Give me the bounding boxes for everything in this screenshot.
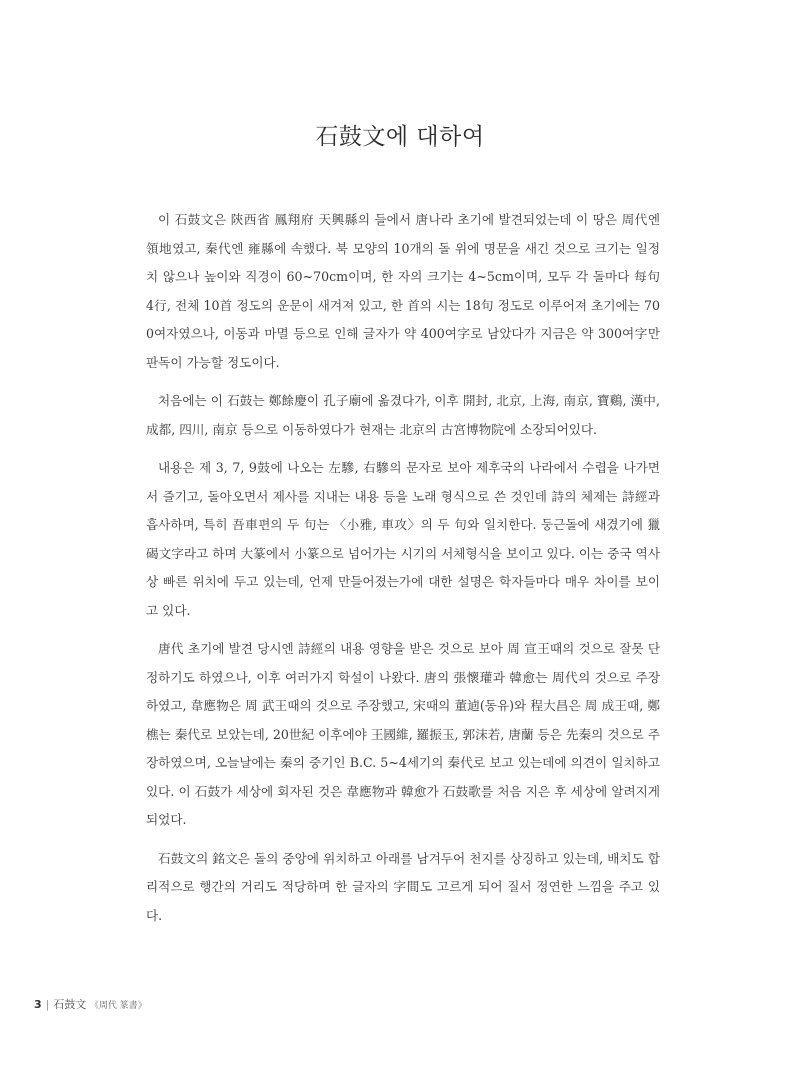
page-footer — [34, 996, 147, 1012]
page-title: 石鼓文에 대하여 — [315, 124, 485, 150]
paragraph-1: 이 石鼓文은 陝西省 鳳翔府 天興縣의 들에서 唐나라 초기에 발견되었는데 이 땅은 周代엔 領地였고, 秦代엔 雍縣에 속했다. 북 모양의 10개의 돌 위에 명문을 새긴 것으로 크기는 일정치 않으나 높이와 직경이 60~70cm이며, 한 자의 크기는 4~5cm이며, 모두 각 돌마다 每句 4行, 전체 10首 정도의 운문이 새겨져 있고, 한 首의 시는 18句 정도로 이루어져 초기에는 700여자였으나, 이동과 마멸 등으로 인해 글자가 약 400여字로 남았다가 지금은 약 300여字만 판독이 가능할 정도이다. — [146, 212, 660, 370]
body-text — [146, 206, 660, 940]
page-number: 3 — [34, 998, 42, 1011]
paragraph-2: 처음에는 이 石鼓는 鄭餘慶이 孔子廟에 옮겼다가, 이후 開封, 北京, 上海, 南京, 寶鷄, 漢中, 成都, 四川, 南京 등으로 이동하였다가 현재는 北京의 古宮博物院에 소장되어있다. — [146, 393, 660, 437]
footer-book-title: 石鼓文 — [53, 998, 87, 1011]
footer-book-subtitle: 《周代 篆書》 — [89, 1001, 147, 1011]
paragraph-3: 내용은 제 3, 7, 9鼓에 나오는 左驂, 右驂의 문자로 보아 제후국의 나라에서 수렵을 나가면서 즐기고, 돌아오면서 제사를 지내는 내용 등을 노래 형식으로 쓴 것인데 詩의 체제는 詩經과 흡사하며, 특히 吾車편의 두 句는 〈小雅, 車攻〉의 두 句와 일치한다. 둥근돌에 새겼기에 獵碣文字라고 하며 大篆에서 小篆으로 넘어가는 시기의 서체형식을 보이고 있다. 이는 중국 역사상 빠른 위치에 두고 있는데, 언제 만들어졌는가에 대한 설명은 학자들마다 매우 차이를 보이고 있다. — [146, 460, 660, 618]
paragraph-5: 石鼓文의 銘文은 돌의 중앙에 위치하고 아래를 남겨두어 천지를 상징하고 있는데, 배치도 합리적으로 행간의 거리도 적당하며 한 글자의 字間도 고르게 되어 질서 정연한 느낌을 주고 있다. — [146, 850, 660, 923]
footer-separator: | — [45, 998, 50, 1011]
paragraph-4: 唐代 초기에 발견 당시엔 詩經의 내용 영향을 받은 것으로 보아 周 宣王때의 것으로 잘못 단정하기도 하였으나, 이후 여러가지 학설이 나왔다. 唐의 張懷瓘과 韓愈는 周代의 것으로 주장하였고, 韋應物은 周 武王때의 것으로 주장했고, 宋때의 董逌(동유)와 程大昌은 周 成王때, 鄭樵는 秦代로 보았는데, 20世紀 이후에야 王國維, 羅振玉, 郭沫若, 唐蘭 등은 先秦의 것으로 주장하였으며, 오늘날에는 秦의 중기인 B.C. 5~4세기의 秦代로 보고 있는데에 의견이 일치하고 있다. 이 石鼓가 세상에 회자된 것은 韋應物과 韓愈가 石鼓歌를 처음 지은 후 세상에 알려지게 되었다. — [146, 641, 660, 827]
